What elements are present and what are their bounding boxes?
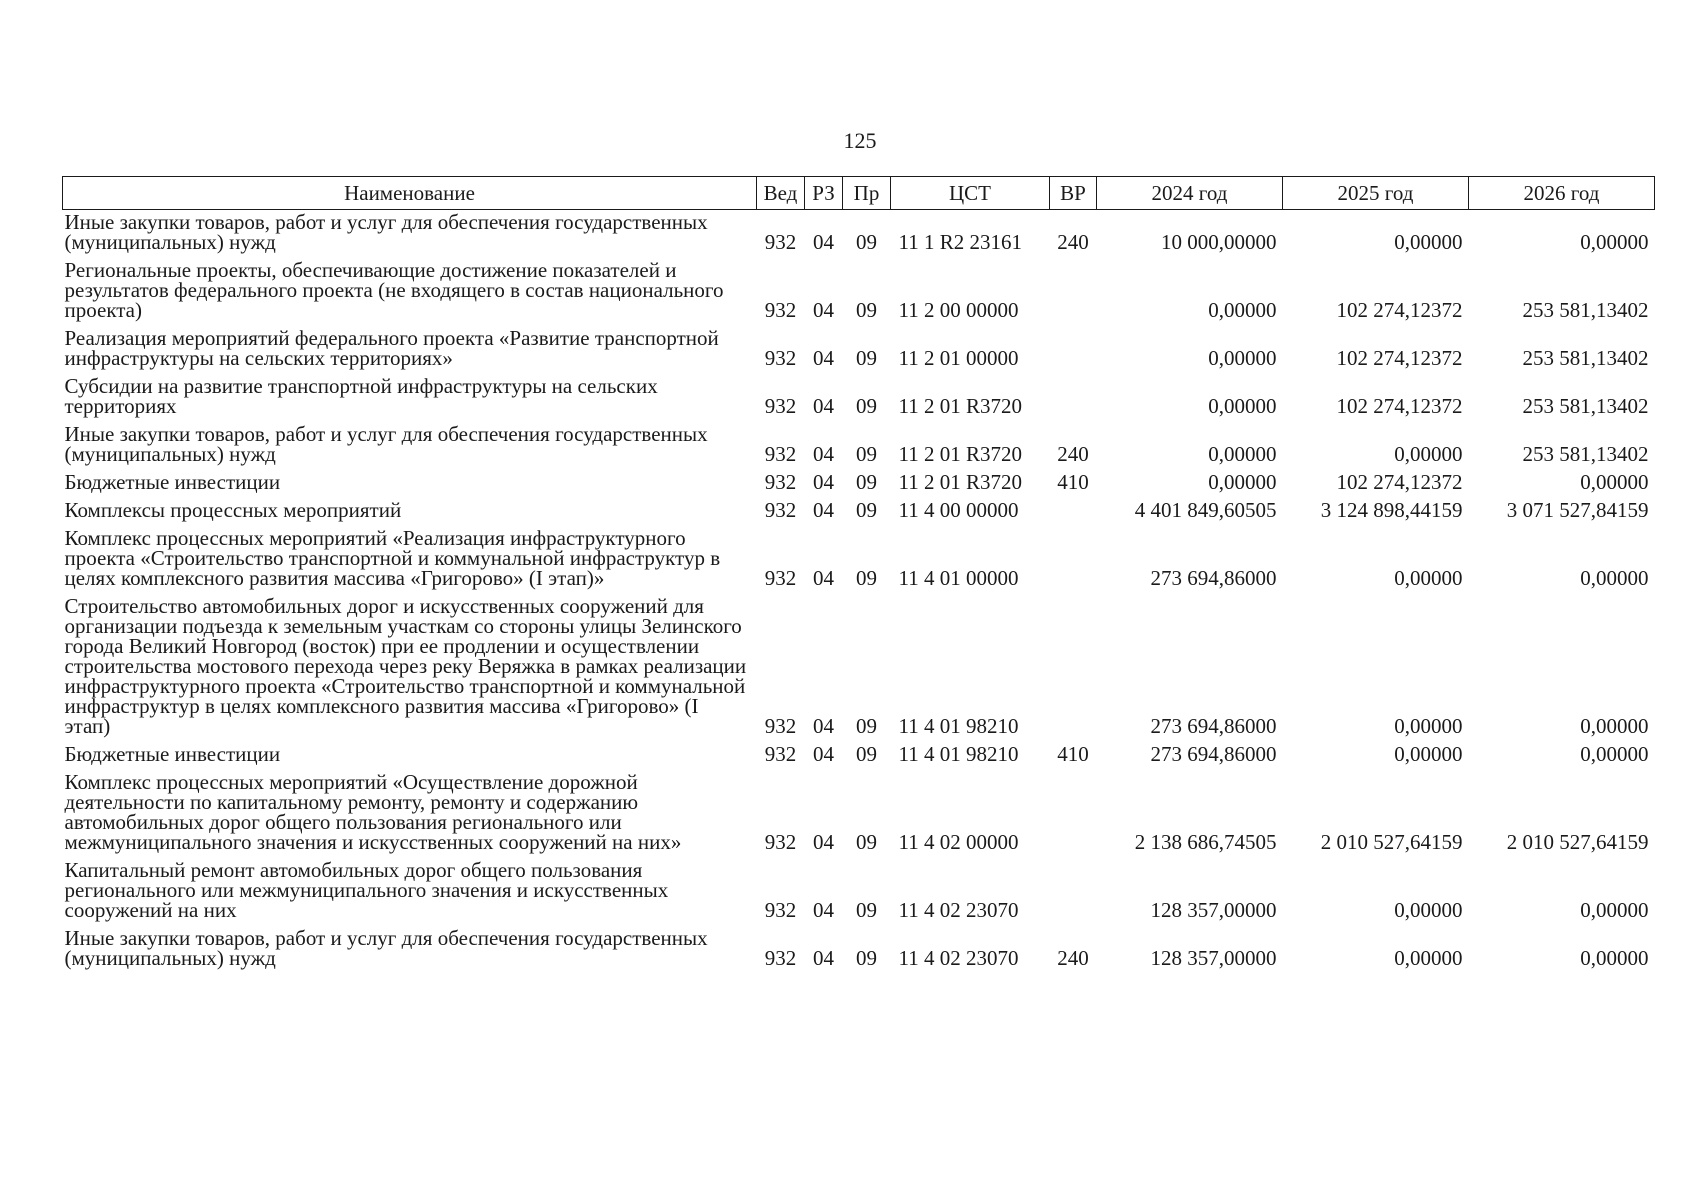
row-rz: 04 — [813, 566, 834, 590]
row-pr: 09 — [856, 714, 877, 738]
row-cst: 11 4 02 00000 — [898, 830, 1019, 854]
row-vr: 410 — [1057, 470, 1089, 494]
row-name: Иные закупки товаров, работ и услуг для обеспечения государственных (муниципальных) нужд — [64, 926, 708, 970]
row-amount-2025: 0,00000 — [1394, 714, 1463, 738]
header-2025: 2025 год — [1283, 177, 1469, 210]
row-ved: 932 — [764, 498, 797, 522]
row-amount-2025: 0,00000 — [1394, 898, 1463, 922]
table-row — [63, 210, 1655, 259]
row-amount-2024: 128 357,00000 — [1150, 898, 1277, 922]
row-pr: 09 — [856, 470, 877, 494]
row-vr: 410 — [1057, 742, 1089, 766]
row-cst: 11 4 00 00000 — [898, 498, 1019, 522]
row-amount-2024: 4 401 849,60505 — [1134, 498, 1277, 522]
header-2026: 2026 год — [1469, 177, 1655, 210]
row-pr: 09 — [856, 442, 877, 466]
row-name: Бюджетные инвестиции — [64, 470, 281, 494]
row-amount-2025: 3 124 898,44159 — [1320, 498, 1463, 522]
row-name: Региональные проекты, обеспечивающие достижение показателей и результатов федерального проекта (не входящего в состав национального проекта) — [64, 258, 724, 322]
row-name: Субсидии на развитие транспортной инфраструктуры на сельских территориях — [64, 374, 658, 418]
row-rz: 04 — [813, 946, 834, 970]
table-row — [63, 526, 1655, 594]
header-pr: Пр — [843, 177, 891, 210]
row-rz: 04 — [813, 742, 834, 766]
row-cst: 11 2 01 R3720 — [898, 442, 1022, 466]
row-cst: 11 4 01 00000 — [898, 566, 1019, 590]
header-vr: ВР — [1050, 177, 1097, 210]
row-rz: 04 — [813, 898, 834, 922]
row-amount-2026: 253 581,13402 — [1522, 346, 1649, 370]
row-pr: 09 — [856, 394, 877, 418]
row-amount-2025: 102 274,12372 — [1336, 470, 1463, 494]
table-row — [63, 770, 1655, 858]
row-ved: 932 — [764, 230, 797, 254]
row-amount-2025: 102 274,12372 — [1336, 298, 1463, 322]
table-row — [63, 858, 1655, 926]
row-ved: 932 — [764, 946, 797, 970]
row-amount-2024: 0,00000 — [1208, 442, 1277, 466]
row-pr: 09 — [856, 898, 877, 922]
row-name: Комплекс процессных мероприятий «Осуществление дорожной деятельности по капитальному ремонту, ремонту и содержанию автомобильных дорог общего пользования регионального или межмуниципального значения и искусственных сооружений на них» — [64, 770, 682, 854]
row-amount-2026: 253 581,13402 — [1522, 394, 1649, 418]
row-name: Иные закупки товаров, работ и услуг для обеспечения государственных (муниципальных) нужд — [64, 422, 708, 466]
row-amount-2025: 0,00000 — [1394, 742, 1463, 766]
row-cst: 11 1 R2 23161 — [898, 230, 1022, 254]
row-rz: 04 — [813, 470, 834, 494]
table-row — [63, 374, 1655, 422]
row-rz: 04 — [813, 346, 834, 370]
row-amount-2025: 0,00000 — [1394, 566, 1463, 590]
row-pr: 09 — [856, 946, 877, 970]
row-vr: 240 — [1057, 230, 1089, 254]
row-rz: 04 — [813, 498, 834, 522]
table-row — [63, 498, 1655, 526]
row-rz: 04 — [813, 230, 834, 254]
row-name: Комплексы процессных мероприятий — [64, 498, 402, 522]
header-ved: Вед — [757, 177, 805, 210]
row-vr — [1050, 770, 1097, 858]
header-2024: 2024 год — [1097, 177, 1283, 210]
row-pr: 09 — [856, 230, 877, 254]
row-amount-2024: 10 000,00000 — [1161, 230, 1277, 254]
row-ved: 932 — [764, 442, 797, 466]
header-name: Наименование — [63, 177, 757, 210]
table-row — [63, 258, 1655, 326]
table-row — [63, 594, 1655, 742]
row-amount-2024: 273 694,86000 — [1150, 566, 1277, 590]
row-vr — [1050, 258, 1097, 326]
row-vr — [1050, 326, 1097, 374]
row-amount-2026: 2 010 527,64159 — [1506, 830, 1649, 854]
table-body — [63, 210, 1655, 975]
row-cst: 11 2 01 R3720 — [898, 394, 1022, 418]
row-amount-2024: 273 694,86000 — [1150, 714, 1277, 738]
row-amount-2026: 253 581,13402 — [1522, 442, 1649, 466]
row-cst: 11 4 01 98210 — [898, 742, 1019, 766]
row-amount-2026: 0,00000 — [1580, 230, 1649, 254]
row-ved: 932 — [764, 394, 797, 418]
row-vr — [1050, 858, 1097, 926]
row-amount-2024: 273 694,86000 — [1150, 742, 1277, 766]
row-amount-2024: 128 357,00000 — [1150, 946, 1277, 970]
row-ved: 932 — [764, 898, 797, 922]
table-row — [63, 470, 1655, 498]
row-name: Капитальный ремонт автомобильных дорог общего пользования регионального или межмуниципального значения и искусственных сооружений на них — [64, 858, 669, 922]
row-ved: 932 — [764, 830, 797, 854]
table-row — [63, 422, 1655, 470]
row-rz: 04 — [813, 394, 834, 418]
row-amount-2024: 0,00000 — [1208, 470, 1277, 494]
row-name: Бюджетные инвестиции — [64, 742, 281, 766]
row-name: Иные закупки товаров, работ и услуг для обеспечения государственных (муниципальных) нужд — [64, 210, 708, 254]
row-rz: 04 — [813, 298, 834, 322]
row-amount-2024: 0,00000 — [1208, 346, 1277, 370]
row-rz: 04 — [813, 830, 834, 854]
budget-table — [62, 176, 1655, 974]
table-header — [63, 177, 1655, 210]
row-pr: 09 — [856, 498, 877, 522]
row-amount-2025: 0,00000 — [1394, 946, 1463, 970]
row-amount-2026: 3 071 527,84159 — [1506, 498, 1649, 522]
row-rz: 04 — [813, 442, 834, 466]
row-amount-2026: 0,00000 — [1580, 742, 1649, 766]
row-ved: 932 — [764, 714, 797, 738]
row-amount-2025: 102 274,12372 — [1336, 394, 1463, 418]
row-vr — [1050, 594, 1097, 742]
row-amount-2026: 253 581,13402 — [1522, 298, 1649, 322]
page-number: 125 — [843, 128, 877, 153]
row-amount-2024: 0,00000 — [1208, 394, 1277, 418]
row-amount-2026: 0,00000 — [1580, 898, 1649, 922]
row-amount-2026: 0,00000 — [1580, 470, 1649, 494]
row-pr: 09 — [856, 566, 877, 590]
row-cst: 11 2 01 00000 — [898, 346, 1019, 370]
table-row — [63, 326, 1655, 374]
row-ved: 932 — [764, 470, 797, 494]
row-amount-2026: 0,00000 — [1580, 946, 1649, 970]
row-vr — [1050, 526, 1097, 594]
row-ved: 932 — [764, 346, 797, 370]
row-ved: 932 — [764, 742, 797, 766]
row-cst: 11 2 01 R3720 — [898, 470, 1022, 494]
row-name: Комплекс процессных мероприятий «Реализация инфраструктурного проекта «Строительство транспортной и коммунальной инфраструктур в целях комплексного развития массива «Григорово» (I этап)» — [64, 526, 721, 590]
table-row — [63, 742, 1655, 770]
row-vr — [1050, 498, 1097, 526]
header-cst: ЦСТ — [891, 177, 1050, 210]
row-pr: 09 — [856, 346, 877, 370]
row-amount-2024: 2 138 686,74505 — [1134, 830, 1277, 854]
row-pr: 09 — [856, 830, 877, 854]
row-pr: 09 — [856, 298, 877, 322]
row-amount-2024: 0,00000 — [1208, 298, 1277, 322]
row-cst: 11 4 02 23070 — [898, 898, 1019, 922]
row-name: Строительство автомобильных дорог и искусственных сооружений для организации подъезда к земельным участкам со стороны улицы Зелинского города Великий Новгород (восток) при ее продлении и осуществлении строительства мостового перехода через реку Веряжка в рамках реализации инфраструктурного проекта «Строительство транспортной и коммунальной инфраструктур в целях комплексного развития массива «Григорово» (I этап) — [64, 594, 747, 738]
table-row — [63, 926, 1655, 974]
row-amount-2026: 0,00000 — [1580, 714, 1649, 738]
row-amount-2025: 2 010 527,64159 — [1320, 830, 1463, 854]
row-cst: 11 4 01 98210 — [898, 714, 1019, 738]
row-amount-2025: 102 274,12372 — [1336, 346, 1463, 370]
row-amount-2025: 0,00000 — [1394, 230, 1463, 254]
row-pr: 09 — [856, 742, 877, 766]
header-rz: РЗ — [805, 177, 843, 210]
row-vr: 240 — [1057, 946, 1089, 970]
row-ved: 932 — [764, 298, 797, 322]
row-amount-2026: 0,00000 — [1580, 566, 1649, 590]
row-vr: 240 — [1057, 442, 1089, 466]
row-name: Реализация мероприятий федерального проекта «Развитие транспортной инфраструктуры на сельских территориях» — [64, 326, 719, 370]
row-cst: 11 2 00 00000 — [898, 298, 1019, 322]
row-vr — [1050, 374, 1097, 422]
row-rz: 04 — [813, 714, 834, 738]
row-cst: 11 4 02 23070 — [898, 946, 1019, 970]
row-ved: 932 — [764, 566, 797, 590]
row-amount-2025: 0,00000 — [1394, 442, 1463, 466]
